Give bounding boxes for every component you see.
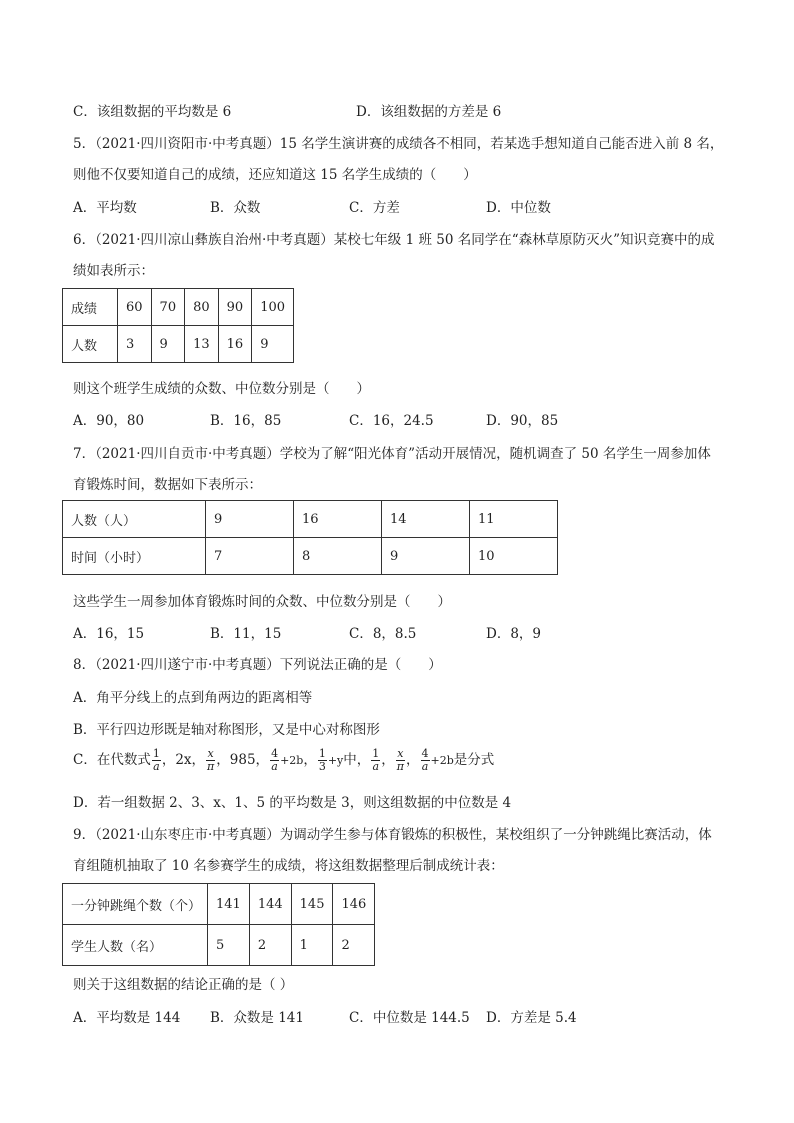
fraction-numerator: 4 [271,747,279,760]
q8-option-c-mid: 中， [343,752,371,768]
table-cell: 90 [218,289,252,326]
expr-text: +2b [430,754,454,767]
expr-text: ， [303,752,317,768]
q8-option-d: D．若一组数据 2、3、x、1、5 的平均数是 3，则这组数据的中位数是 4 [73,795,512,811]
table-cell: 146 [333,884,375,925]
fraction-denominator: a [372,760,380,773]
table-row [63,925,375,966]
table-cell: 10 [470,538,558,575]
table-cell: 9 [151,326,185,363]
table-cell: 2 [333,925,375,966]
table-cell: 80 [185,289,219,326]
fraction-4-over-a [421,748,430,773]
table-cell: 9 [382,538,470,575]
table-row [63,326,294,363]
fraction-1-over-a [371,748,380,773]
q7-option-c: C．8，8.5 [349,626,417,642]
fraction-x-over-pi [396,748,405,773]
fraction-denominator: 3 [318,760,326,773]
q8-stem: 8．（2021·四川遂宁市·中考真题）下列说法正确的是（ ） [73,657,442,673]
table-cell: 人数（人） [63,501,206,538]
q7-option-d: D．8，9 [486,626,542,642]
q8-option-c [73,746,494,775]
q9-option-b: B．众数是 141 [210,1010,304,1026]
q6-option-b: B．16，85 [210,413,282,429]
table-row [63,884,375,925]
table-cell: 16 [294,501,382,538]
table-cell: 学生人数（名） [63,925,208,966]
q4-option-c: C．该组数据的平均数是 6 [73,104,232,120]
fraction-numerator: 4 [421,747,429,760]
table-cell: 5 [208,925,250,966]
fraction-denominator: a [271,760,278,773]
table-cell: 60 [118,289,152,326]
q8-option-a: A．角平分线上的点到角两边的距离相等 [73,690,313,706]
fraction-4-over-a [270,748,279,773]
table-cell: 144 [249,884,291,925]
table-cell: 141 [208,884,250,925]
table-cell: 9 [206,501,294,538]
table-cell: 13 [185,326,219,363]
table-cell: 1 [291,925,333,966]
q9-question: 则关于这组数据的结论正确的是（ ） [73,977,294,993]
q5-stem-line1: 5．（2021·四川资阳市·中考真题）15 名学生演讲赛的成绩各不相同，若某选手想知道自己能否进入前 8 名， [73,136,724,152]
fraction-numerator: 1 [318,747,326,760]
table-cell: 8 [294,538,382,575]
table-cell: 7 [206,538,294,575]
q9-stem-line1: 9．（2021·山东枣庄市·中考真题）为调动学生参与体育锻炼的积极性，某校组织了一分钟跳绳比赛活动，体 [73,827,712,843]
q5-option-c: C．方差 [349,200,400,216]
table-cell: 9 [252,326,294,363]
table-cell: 145 [291,884,333,925]
fraction-numerator: x [397,747,404,760]
q5-option-a: A．平均数 [73,200,137,216]
q7-question: 这些学生一周参加体育锻炼时间的众数、中位数分别是（ ） [73,594,451,610]
fraction-denominator: π [207,760,215,773]
q9-stem-line2: 育组随机抽取了 10 名参赛学生的成绩，将这组数据整理后制成统计表： [73,858,504,874]
q9-rope-skipping-table [62,883,375,966]
table-cell: 100 [252,289,294,326]
table-cell: 3 [118,326,152,363]
fraction-numerator: 1 [372,747,380,760]
q7-option-a: A．16，15 [73,626,145,642]
table-row [63,538,558,575]
expr-text: ，2x， [161,752,206,768]
q6-option-c: C．16，24.5 [349,413,434,429]
table-cell: 70 [151,289,185,326]
fraction-denominator: a [421,760,429,773]
expr-text: +y [327,754,344,767]
q8-option-c-suffix: 是分式 [453,752,495,768]
table-row [63,289,294,326]
q5-stem-line2: 则他不仅要知道自己的成绩，还应知道这 15 名学生成绩的（ ） [73,167,477,183]
q7-stem-line2: 育锻炼时间，数据如下表所示： [73,477,262,493]
fraction-numerator: 1 [152,747,160,760]
q6-option-a: A．90，80 [73,413,145,429]
expr-text: ， [406,752,420,768]
expr-text: ， [381,752,395,768]
table-cell: 一分钟跳绳个数（个） [63,884,208,925]
table-cell: 11 [470,501,558,538]
q6-option-d: D．90，85 [486,413,559,429]
fraction-numerator: x [207,747,214,760]
expr-text: +2b [280,754,304,767]
q4-option-d: D．该组数据的方差是 6 [356,104,502,120]
q9-option-a: A．平均数是 144 [73,1010,181,1026]
q6-score-table [62,288,294,363]
fraction-denominator: π [396,760,404,773]
q6-stem-line2: 绩如表所示： [73,263,154,279]
fraction-x-over-pi [206,748,215,773]
table-cell: 14 [382,501,470,538]
table-cell: 时间（小时） [63,538,206,575]
q8-option-b: B．平行四边形既是轴对称图形，又是中心对称图形 [73,722,380,738]
q7-stem-line1: 7．（2021·四川自贡市·中考真题）学校为了解“阳光体育”活动开展情况，随机调查了 50 名学生一周参加体 [73,446,711,462]
q9-option-c: C．中位数是 144.5 [349,1010,470,1026]
table-cell: 人数 [63,326,118,363]
q9-option-d: D．方差是 5.4 [486,1010,577,1026]
q7-option-b: B．11，15 [210,626,282,642]
q5-option-d: D．中位数 [486,200,551,216]
q6-stem-line1: 6．（2021·四川凉山彝族自治州·中考真题）某校七年级 1 班 50 名同学在“森林草原防灭火”知识竞赛中的成 [73,232,715,248]
q5-option-b: B．众数 [210,200,261,216]
table-cell: 成绩 [63,289,118,326]
table-cell: 16 [218,326,252,363]
table-cell: 2 [249,925,291,966]
fraction-1-over-a [152,748,161,773]
q6-question: 则这个班学生成绩的众数、中位数分别是（ ） [73,381,370,397]
table-row [63,501,558,538]
fraction-denominator: a [153,760,160,773]
q8-option-c-prefix: C．在代数式 [73,752,151,768]
q7-exercise-table [62,500,558,575]
expr-text: ，985， [216,752,270,768]
fraction-1-over-3 [318,748,327,773]
